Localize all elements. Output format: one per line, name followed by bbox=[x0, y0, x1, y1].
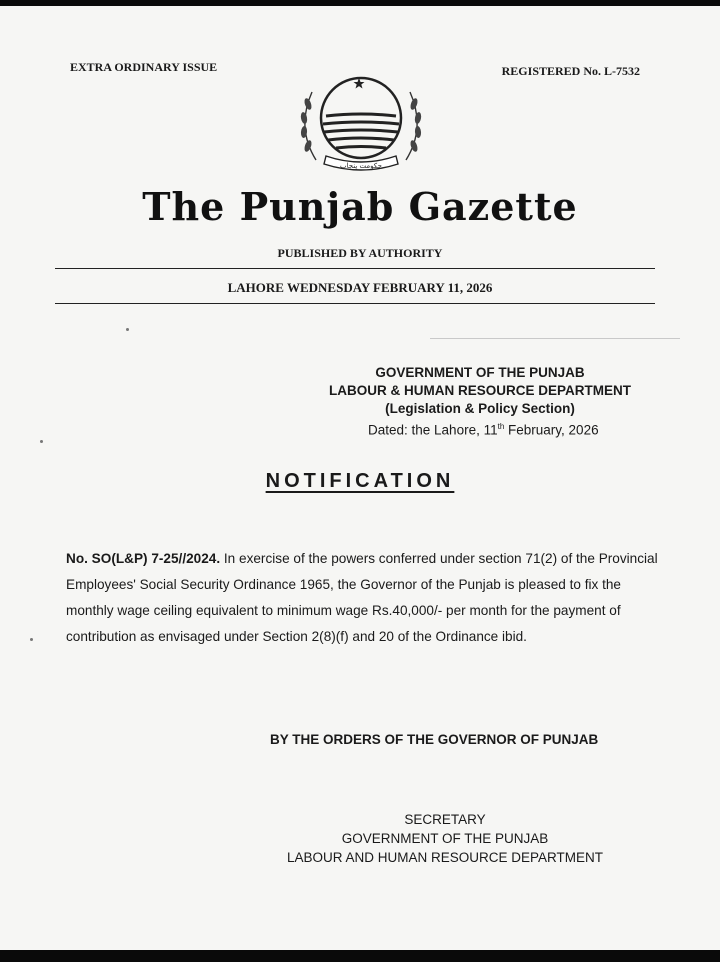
department-section: (Legislation & Policy Section) bbox=[385, 401, 575, 416]
department-government: GOVERNMENT OF THE PUNJAB bbox=[375, 365, 585, 380]
signatory-title: SECRETARY bbox=[404, 812, 486, 827]
punjab-crest-icon bbox=[286, 68, 436, 176]
department-name: LABOUR & HUMAN RESOURCE DEPARTMENT bbox=[329, 383, 631, 398]
scan-artifact-line bbox=[430, 338, 680, 339]
notification-title-text: NOTIFICATION bbox=[265, 470, 455, 492]
signatory-government: GOVERNMENT OF THE PUNJAB bbox=[341, 831, 549, 846]
scan-speck bbox=[40, 440, 43, 443]
gazette-page bbox=[0, 6, 720, 950]
registration-number: REGISTERED No. L-7532 bbox=[501, 64, 640, 78]
issue-label: EXTRA ORDINARY ISSUE bbox=[70, 60, 218, 74]
masthead-title: The Punjab Gazette bbox=[142, 184, 578, 229]
notification-body bbox=[66, 546, 660, 650]
signatory-department: LABOUR AND HUMAN RESOURCE DEPARTMENT bbox=[286, 850, 604, 865]
notification-reference: No. SO(L&P) 7-25//2024. bbox=[66, 551, 221, 566]
dated-prefix: Dated: the Lahore, 11 bbox=[368, 422, 498, 438]
orders-line: BY THE ORDERS OF THE GOVERNOR OF PUNJAB bbox=[270, 732, 599, 747]
notification-title bbox=[0, 470, 720, 493]
crest-ribbon-text: حکومت پنجاب bbox=[340, 162, 382, 170]
notification-body-text: In exercise of the powers conferred under section 71(2) of the Provincial Employees' Social Security Ordinance 1965, the Governor of the Punjab is pleased to fix the monthly wage ceiling equivalent to minimum wage Rs.40,000/- per month for the payment of contribution as envisaged under Section 2(8)(f) and 20 of the Ordinance ibid. bbox=[66, 551, 658, 644]
masthead-rule-top bbox=[55, 268, 655, 269]
screenshot-border bbox=[0, 950, 720, 962]
issue-dateline: LAHORE WEDNESDAY FEBRUARY 11, 2026 bbox=[227, 280, 493, 295]
dated-rest: February, 2026 bbox=[504, 422, 599, 438]
dated-suffix: th bbox=[497, 422, 505, 431]
notification-date bbox=[368, 422, 599, 438]
published-by-authority: PUBLISHED BY AUTHORITY bbox=[277, 246, 443, 260]
department-header bbox=[300, 364, 660, 418]
scan-speck bbox=[30, 638, 33, 641]
signature-block bbox=[260, 810, 630, 867]
scan-speck bbox=[126, 328, 129, 331]
masthead-rule-bottom bbox=[55, 303, 655, 304]
